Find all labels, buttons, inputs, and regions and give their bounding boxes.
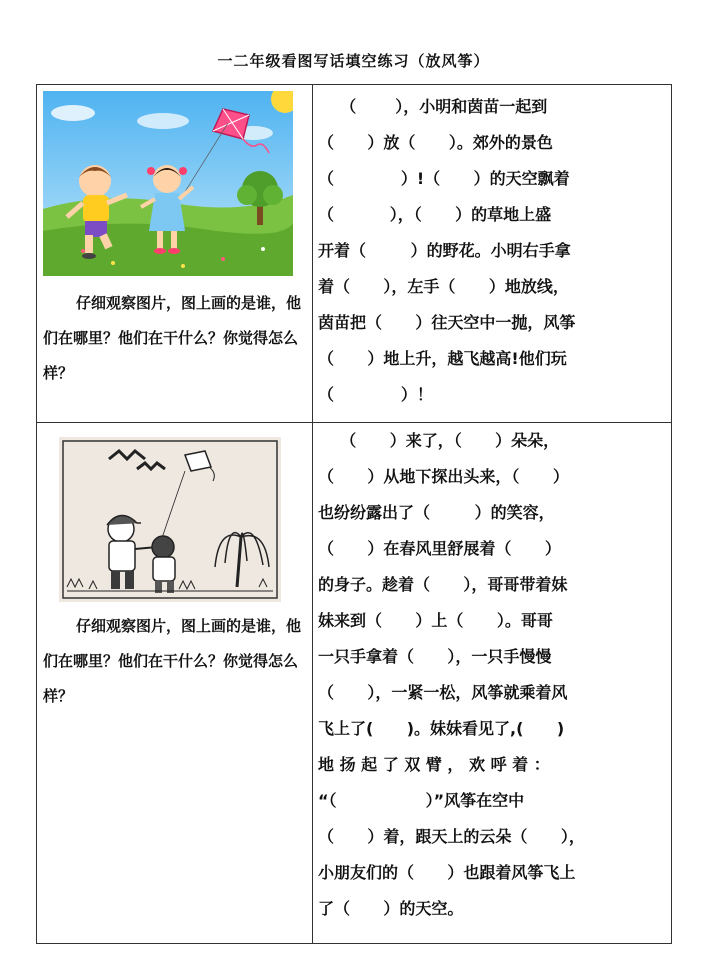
passage-2-line: （ ）从地下探出头来，（ ） [318,467,569,486]
picture-prompt-2: 仔细观察图片，图上画的是谁，他们在哪里？他们在干什么？你觉得怎么样？ [43,617,302,705]
passage-2-line: 也纷纷露出了（ ）的笑容， [318,503,555,522]
passage-2-line: 地 扬 起 了 双 臂 ， 欢 呼 着 ： [318,755,550,774]
passage-2-line: （ ）来了，（ ）朵朵， [318,431,560,450]
kite-color-illustration [43,91,293,276]
passage-1-line: 着（ ），左手（ ）地放线， [318,277,569,296]
passage-2-line: 小朋友们的（ ）也跟着风筝飞上 [318,863,576,882]
passage-1-line: 开着（ ）的野花。小明右手拿 [318,241,571,260]
picture-prompt-1: 仔细观察图片，图上画的是谁，他们在哪里？他们在干什么？你觉得怎么样？ [43,294,302,382]
kite-sketch-illustration [59,437,281,602]
passage-1-line: （ ）地上升，越飞越高!他们玩 [318,349,567,368]
passage-2-line: “（ ）”风筝在空中 [318,791,525,810]
worksheet-title: 一二年级看图写话填空练习（放风筝） [217,52,490,70]
worksheet-table [36,84,672,944]
column-divider [312,85,313,943]
passage-2-line: 一只手拿着（ ），一只手慢慢 [318,647,552,666]
passage-1-line: （ ）放（ ）。郊外的景色 [318,133,553,152]
passage-1-line: （ ）!（ ）的天空飘着 [318,169,570,188]
fill-blank-passage-1 [318,89,667,413]
passage-1-line: （ ），（ ）的草地上盛 [318,205,552,224]
passage-1-line: （ ），小明和茵苗一起到 [318,97,548,116]
passage-1-line: （ ）！ [318,385,433,404]
passage-2-line: 了（ ）的天空。 [318,899,464,918]
passage-2-line: 飞上了( )。妹妹看见了,( ) [318,719,565,738]
passage-2-line: 妹来到（ ）上（ ）。哥哥 [318,611,553,630]
fill-blank-passage-2 [318,423,667,927]
passage-2-line: （ ）在春风里舒展着（ ） [318,539,561,558]
passage-2-line: 的身子。趁着（ ），哥哥带着妹 [318,575,568,594]
passage-2-line: （ ），一紧一松，风筝就乘着风 [318,683,568,702]
passage-2-line: （ ）着，跟天上的云朵（ ）， [318,827,585,846]
passage-1-line: 茵苗把（ ）往天空中一抛，风筝 [318,313,576,332]
